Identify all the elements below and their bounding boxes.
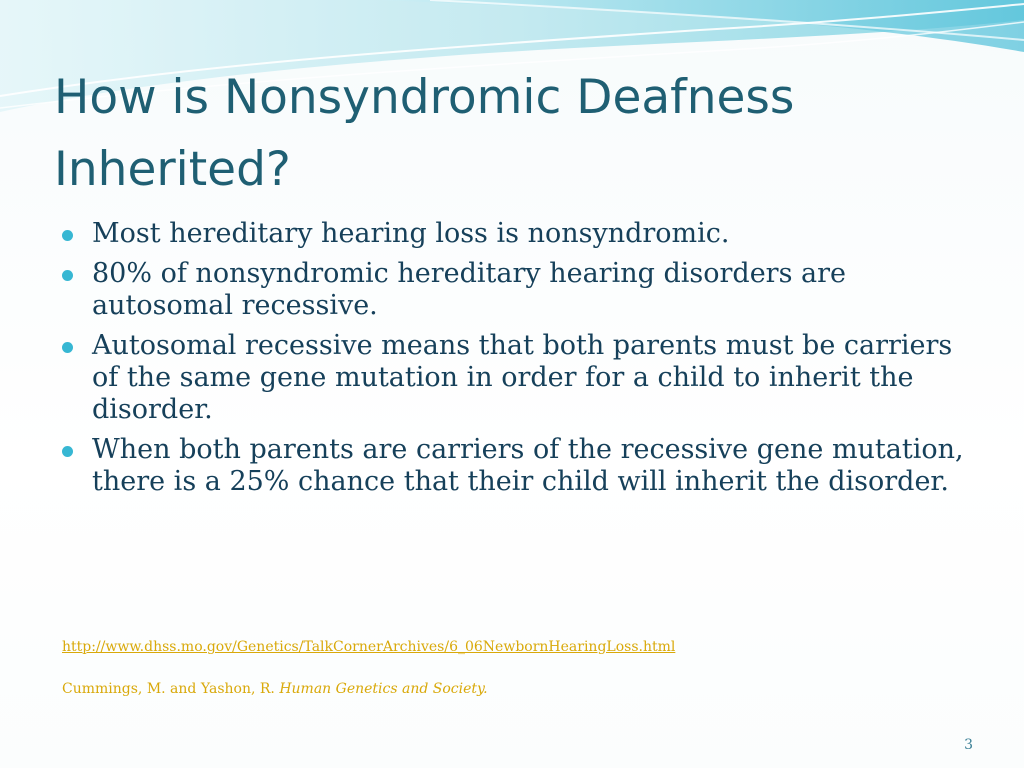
bullet-item-3 <box>62 330 972 426</box>
reference-link[interactable]: http://www.dhss.mo.gov/Genetics/TalkCornerArchives/6_06NewbornHearingLoss.html <box>62 639 676 655</box>
bullet-item-1 <box>62 218 972 250</box>
bullet-text: 80% of nonsyndromic hereditary hearing disorders are autosomal recessive. <box>92 258 846 321</box>
citation-book-title: Human Genetics and Society. <box>279 681 488 697</box>
slide-number: 3 <box>964 737 973 753</box>
bullet-dot-icon <box>62 342 73 353</box>
slide-title-line-1: How is Nonsyndromic Deafness <box>54 70 795 125</box>
bullet-text: Autosomal recessive means that both parents must be carriers of the same gene mutation in order for a child to inherit the disorder. <box>92 330 953 425</box>
slide-title <box>54 62 954 206</box>
bullet-item-2 <box>62 258 972 322</box>
bullet-item-4 <box>62 434 972 498</box>
bullet-dot-icon <box>62 270 73 281</box>
citation-authors: Cummings, M. and Yashon, R. <box>62 681 275 697</box>
bullet-dot-icon <box>62 446 73 457</box>
reference-citation <box>62 681 488 697</box>
bullet-text: Most hereditary hearing loss is nonsyndromic. <box>92 218 730 249</box>
bullet-list <box>62 218 972 506</box>
bullet-dot-icon <box>62 230 73 241</box>
bullet-text: When both parents are carriers of the recessive gene mutation, there is a 25% chance that their child will inherit the disorder. <box>92 434 964 497</box>
slide-title-line-2: Inherited? <box>54 142 291 197</box>
